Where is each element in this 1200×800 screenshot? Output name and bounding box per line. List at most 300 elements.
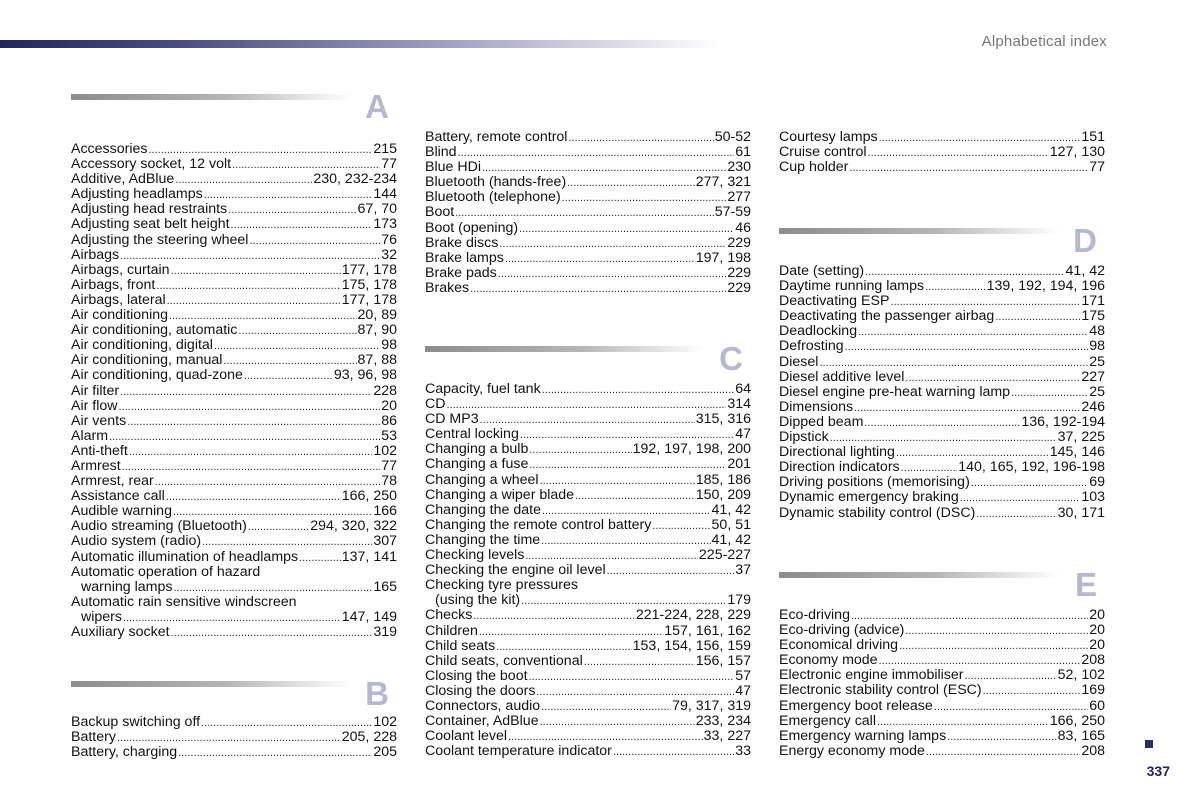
index-entry	[779, 309, 1105, 324]
entry-label: CD MP3	[425, 412, 479, 428]
dot-leader	[960, 491, 1081, 505]
entry-label: Directional lighting	[779, 445, 895, 461]
entry-label: Accessories	[71, 142, 148, 157]
entry-pages: 77	[381, 157, 397, 173]
dot-leader	[238, 324, 356, 338]
index-entry	[71, 534, 397, 549]
dot-leader	[223, 354, 356, 368]
index-entry	[425, 145, 751, 160]
dot-leader	[455, 206, 714, 220]
entry-label: Driving positions (memorising)	[779, 475, 970, 491]
dot-leader	[204, 188, 373, 202]
index-entry	[779, 490, 1105, 505]
entry-pages: 48	[1089, 324, 1105, 340]
entry-label: Air conditioning	[71, 308, 169, 324]
dot-leader	[508, 730, 703, 744]
dot-leader	[529, 458, 726, 472]
dot-leader	[231, 218, 373, 232]
index-entry	[779, 145, 1105, 160]
dot-leader	[879, 654, 1081, 668]
dot-leader	[905, 624, 1088, 638]
entry-pages: 50, 51	[711, 517, 751, 533]
entry-pages: 57-59	[714, 205, 751, 221]
index-entry	[779, 699, 1105, 714]
dot-leader	[166, 490, 341, 504]
entry-label: Deactivating ESP	[779, 294, 890, 310]
index-entry	[71, 715, 397, 730]
index-entry	[425, 518, 751, 533]
entry-label: Blue HDi	[425, 160, 481, 176]
dot-leader	[167, 294, 341, 308]
index-entry	[425, 442, 751, 457]
index-entry	[71, 293, 397, 308]
dot-leader	[868, 146, 1049, 160]
entry-label: Dynamic stability control (DSC)	[779, 505, 976, 521]
entry-label: Deactivating the passenger airbag	[779, 309, 995, 325]
dot-leader	[228, 203, 356, 217]
entry-label: Airbags, front	[71, 277, 156, 293]
entry-pages: 46	[735, 220, 751, 236]
dot-leader	[473, 609, 635, 623]
section-letter: B	[365, 675, 389, 712]
index-entry	[779, 653, 1105, 668]
index-entry	[71, 489, 397, 504]
entry-label: Adjusting the steering wheel	[71, 232, 249, 248]
index-entry	[425, 669, 751, 684]
entry-label: Connectors, audio	[425, 698, 541, 714]
entry-label: Automatic illumination of headlamps	[71, 549, 299, 565]
entry-label: Dynamic emergency braking	[779, 490, 959, 506]
index-entry	[779, 294, 1105, 309]
dot-leader	[178, 746, 372, 760]
entry-label: Armrest	[71, 458, 121, 474]
index-entry	[779, 638, 1105, 653]
entry-label: Audible warning	[71, 504, 172, 520]
dot-leader	[519, 222, 734, 236]
dot-leader	[299, 551, 341, 565]
entry-label: Changing the remote control battery	[425, 517, 652, 533]
dot-leader	[896, 446, 1049, 460]
dot-leader	[536, 685, 734, 699]
index-entry	[71, 202, 397, 217]
entry-pages: 53	[381, 428, 397, 444]
dot-leader	[541, 534, 710, 548]
entry-pages: 102	[373, 715, 397, 730]
entry-label: Bluetooth (telephone)	[425, 190, 561, 206]
index-entry	[425, 382, 751, 397]
dot-leader	[156, 279, 340, 293]
entry-label: Coolant level	[425, 729, 508, 745]
entry-pages: 140, 165, 192, 196-198	[958, 460, 1105, 476]
entry-label: CD	[425, 397, 446, 413]
index-entry	[779, 339, 1105, 354]
entry-pages: 20	[1089, 623, 1105, 639]
dot-leader	[890, 295, 1080, 309]
entry-pages: 277	[727, 190, 751, 206]
entry-pages: 307	[373, 534, 397, 550]
entry-pages: 20	[1089, 608, 1105, 623]
entry-pages: 78	[381, 474, 397, 490]
entry-label: Economical driving	[779, 638, 899, 654]
index-entry	[779, 506, 1105, 521]
index-entry	[425, 593, 751, 608]
index-entry	[71, 625, 397, 640]
entry-label: Dimensions	[779, 399, 854, 415]
entry-label: Air filter	[71, 383, 120, 399]
entry-pages: 98	[1089, 339, 1105, 355]
dot-leader	[496, 640, 631, 654]
entry-label: Brakes	[425, 280, 470, 296]
entry-pages: 208	[1081, 743, 1105, 759]
dot-leader	[529, 670, 735, 684]
entry-pages: 87, 88	[357, 353, 397, 369]
dot-leader	[541, 700, 671, 714]
entry-pages: 165	[373, 579, 397, 595]
dot-leader	[117, 731, 341, 745]
entry-label: Capacity, fuel tank	[425, 382, 541, 397]
entry-pages: 192, 197, 198, 200	[632, 442, 751, 458]
entry-pages: 229	[727, 235, 751, 251]
dot-leader	[248, 520, 309, 534]
dot-leader	[879, 131, 1081, 145]
index-entry	[779, 279, 1105, 294]
entry-pages: 314	[727, 397, 751, 413]
dot-leader	[521, 594, 726, 608]
dot-leader	[201, 716, 372, 730]
dot-leader	[540, 715, 695, 729]
entry-label: Container, AdBlue	[425, 714, 539, 730]
entry-label: Bluetooth (hands-free)	[425, 175, 567, 191]
entry-pages: 61	[735, 145, 751, 161]
dot-leader	[120, 385, 372, 399]
dot-leader	[905, 371, 1080, 385]
entry-pages: 57	[735, 668, 751, 684]
entry-label: Electronic engine immobiliser	[779, 668, 964, 684]
entry-label: Audio system (radio)	[71, 534, 202, 550]
index-entry	[71, 504, 397, 519]
entry-pages: 137, 141	[341, 549, 397, 565]
index-entry	[425, 427, 751, 442]
index-entry	[779, 355, 1105, 370]
dot-leader	[214, 339, 380, 353]
entry-label: Deadlocking	[779, 324, 858, 340]
entry-label: Emergency warning lamps	[779, 728, 947, 744]
entry-label: Anti-theft	[71, 443, 128, 459]
entry-label: Air flow	[71, 398, 118, 414]
page-header-title: Alphabetical index	[981, 33, 1107, 50]
entry-pages: 177, 178	[341, 292, 397, 308]
index-entry	[779, 475, 1105, 490]
entry-label: Closing the doors	[425, 683, 536, 699]
dot-leader	[849, 161, 1088, 175]
entry-pages: 33	[735, 744, 751, 760]
entry-label: Changing a bulb	[425, 442, 529, 458]
section-divider-bar	[71, 94, 351, 100]
entry-pages: 86	[381, 413, 397, 429]
entry-pages: 69	[1089, 475, 1105, 491]
entry-label: Brake pads	[425, 265, 497, 281]
entry-pages: 175, 178	[341, 277, 397, 293]
entry-label: Child seats, conventional	[425, 653, 583, 669]
index-entry	[71, 550, 397, 565]
dot-leader	[169, 309, 357, 323]
entry-pages: 169	[1081, 683, 1105, 699]
index-entry	[71, 323, 397, 338]
entry-pages: 171	[1081, 294, 1105, 310]
entry-label: Eco-driving	[779, 608, 850, 623]
dot-leader	[575, 489, 695, 503]
dot-leader	[865, 265, 1064, 279]
index-entry	[425, 221, 751, 236]
index-entry	[779, 130, 1105, 145]
index-entry	[71, 580, 397, 595]
index-entry	[779, 623, 1105, 638]
entry-label: Battery, remote control	[425, 130, 568, 145]
section-a	[71, 88, 397, 640]
entry-pages: 166, 250	[341, 489, 397, 505]
index-entry	[425, 714, 751, 729]
dot-leader	[607, 564, 735, 578]
entry-pages: 156, 157	[695, 653, 751, 669]
entry-pages: 127, 130	[1049, 145, 1105, 161]
dot-leader	[901, 461, 958, 475]
entry-label: Checks	[425, 608, 473, 624]
dot-leader	[542, 504, 711, 518]
dot-leader	[584, 655, 695, 669]
index-entry	[425, 473, 751, 488]
index-entry	[71, 263, 397, 278]
entry-pages: 41, 42	[711, 532, 751, 548]
entry-pages: 166, 250	[1049, 713, 1105, 729]
index-entry	[71, 142, 397, 157]
entry-label: Airbags, curtain	[71, 262, 170, 278]
index-entry	[779, 160, 1105, 175]
entry-pages: 173	[373, 217, 397, 233]
entry-label: Courtesy lamps	[779, 130, 878, 145]
entry-pages: 37, 225	[1057, 430, 1105, 446]
entry-label: Armrest, rear	[71, 474, 154, 490]
index-entry	[71, 187, 397, 202]
dot-leader	[119, 400, 381, 414]
entry-label: Brake discs	[425, 235, 499, 251]
index-entry	[71, 414, 397, 429]
entry-pages: 64	[735, 382, 751, 397]
dot-leader	[244, 369, 333, 383]
entry-label: Central locking	[425, 427, 519, 443]
index-entry	[425, 684, 751, 699]
index-entry	[779, 683, 1105, 698]
entry-label: Air conditioning, digital	[71, 338, 213, 354]
dot-leader	[976, 507, 1056, 521]
entry-label: Emergency boot release	[779, 698, 933, 714]
dot-leader	[652, 519, 710, 533]
dot-leader	[249, 234, 380, 248]
page-number: 337	[1146, 763, 1170, 779]
dot-leader	[525, 549, 698, 563]
index-entry	[71, 730, 397, 745]
index-entry	[425, 266, 751, 281]
entry-pages: 30, 171	[1057, 505, 1105, 521]
entry-label: Adjusting seat belt height	[71, 217, 230, 233]
section-d	[779, 222, 1105, 521]
entry-label: Assistance call	[71, 489, 165, 505]
entry-pages: 294, 320, 322	[310, 519, 397, 535]
index-entry	[425, 744, 751, 759]
entry-pages: 20	[381, 398, 397, 414]
dot-leader	[562, 191, 727, 205]
index-entry	[425, 699, 751, 714]
entry-pages: 139, 192, 194, 196	[986, 279, 1105, 295]
index-entry	[71, 745, 397, 760]
dot-leader	[123, 611, 341, 625]
dot-leader	[171, 264, 341, 278]
index-entry	[71, 444, 397, 459]
dot-leader	[542, 383, 735, 397]
index-entry	[779, 385, 1105, 400]
entry-pages: 215	[373, 142, 397, 157]
entry-pages: 197, 198	[695, 250, 751, 266]
entry-label: Adjusting headlamps	[71, 187, 203, 203]
dot-leader	[540, 474, 695, 488]
index-entry	[779, 264, 1105, 279]
index-list	[779, 608, 1105, 759]
entry-pages: 52, 102	[1057, 668, 1105, 684]
dot-leader	[971, 476, 1088, 490]
index-entry	[779, 400, 1105, 415]
dot-leader	[983, 684, 1081, 698]
entry-pages: 25	[1089, 354, 1105, 370]
entry-label: Boot (opening)	[425, 220, 519, 236]
entry-pages: 166	[373, 504, 397, 520]
index-entry	[71, 519, 397, 534]
entry-pages: 208	[1081, 653, 1105, 669]
entry-label: Boot	[425, 205, 455, 221]
entry-label: Checking levels	[425, 548, 525, 564]
index-entry	[779, 415, 1105, 430]
index-entry	[425, 608, 751, 623]
index-entry	[71, 157, 397, 172]
index-entry	[71, 368, 397, 383]
entry-pages: 83, 165	[1057, 728, 1105, 744]
index-entry	[779, 744, 1105, 759]
index-entry	[425, 488, 751, 503]
entry-pages: 20, 89	[357, 308, 397, 324]
index-entry	[71, 610, 397, 625]
entry-pages: 136, 192-194	[1021, 414, 1105, 430]
dot-leader	[173, 505, 372, 519]
entry-label: Energy economy mode	[779, 743, 925, 759]
section-e	[779, 566, 1105, 759]
dot-leader	[520, 428, 734, 442]
page-marker-square	[1145, 740, 1153, 748]
section-c	[425, 340, 751, 760]
entry-label: Air conditioning, manual	[71, 353, 223, 369]
section-e-header	[779, 566, 1105, 608]
index-entry	[425, 190, 751, 205]
entry-pages: 76	[381, 232, 397, 248]
entry-label: Diesel engine pre-heat warning lamp	[779, 384, 1011, 400]
dot-leader	[129, 445, 373, 459]
entry-pages: 177, 178	[341, 262, 397, 278]
section-a-header	[71, 88, 397, 142]
index-entry	[425, 503, 751, 518]
index-entry	[779, 668, 1105, 683]
index-entry	[71, 278, 397, 293]
index-entry	[71, 248, 397, 263]
dot-leader	[171, 626, 373, 640]
dot-leader	[995, 310, 1080, 324]
entry-label: Air vents	[71, 413, 127, 429]
entry-label: Blind	[425, 145, 457, 161]
index-entry	[425, 654, 751, 669]
entry-pages: 147, 149	[341, 609, 397, 625]
entry-label: Air conditioning, automatic	[71, 323, 238, 339]
entry-pages: 230, 232-234	[313, 172, 397, 188]
dot-leader	[965, 669, 1057, 683]
index-entry	[425, 457, 751, 472]
index-entry	[425, 175, 751, 190]
dot-leader	[498, 267, 727, 281]
dot-leader	[819, 356, 1088, 370]
section-divider-bar	[779, 228, 1059, 234]
dot-leader	[1011, 386, 1088, 400]
index-entry	[425, 729, 751, 744]
entry-pages: 47	[735, 427, 751, 443]
entry-label: Defrosting	[779, 339, 844, 355]
index-entry	[71, 429, 397, 444]
dot-leader	[155, 475, 380, 489]
entry-pages: 87, 90	[357, 323, 397, 339]
entry-pages: 77	[1089, 160, 1105, 176]
entry-pages: 151	[1081, 130, 1105, 145]
entry-label: Adjusting head restraints	[71, 202, 228, 218]
index-entry	[71, 384, 397, 399]
index-entry	[779, 430, 1105, 445]
section-b-header	[71, 675, 397, 715]
index-entry	[425, 236, 751, 251]
index-entry	[425, 639, 751, 654]
entry-pages: 37	[735, 563, 751, 579]
index-entry	[71, 399, 397, 414]
entry-label: Airbags	[71, 247, 120, 263]
header-gradient-bar	[0, 40, 720, 48]
dot-leader	[864, 416, 1020, 430]
entry-label: Backup switching off	[71, 715, 201, 730]
entry-label: wipers	[81, 609, 122, 625]
entry-pages: 205	[373, 745, 397, 761]
entry-pages: 67, 70	[357, 202, 397, 218]
index-list	[71, 142, 397, 640]
entry-label: Electronic stability control (ESC)	[779, 683, 982, 699]
entry-label: Diesel	[779, 354, 819, 370]
entry-label: Audio streaming (Bluetooth)	[71, 519, 247, 535]
entry-label: Changing the date	[425, 502, 541, 518]
dot-leader	[830, 431, 1057, 445]
entry-label: Coolant temperature indicator	[425, 744, 612, 760]
dot-leader	[127, 415, 380, 429]
entry-pages: 228	[373, 383, 397, 399]
dot-leader	[925, 280, 986, 294]
entry-label: Changing a wiper blade	[425, 487, 575, 503]
entry-label: Automatic operation of hazard	[71, 564, 261, 580]
entry-label: Auxiliary socket	[71, 625, 170, 640]
index-entry	[71, 172, 397, 187]
dot-leader	[447, 398, 727, 412]
entry-pages: 144	[373, 187, 397, 203]
entry-label: Children	[425, 623, 478, 639]
dot-leader	[232, 158, 380, 172]
entry-pages: 230	[727, 160, 751, 176]
